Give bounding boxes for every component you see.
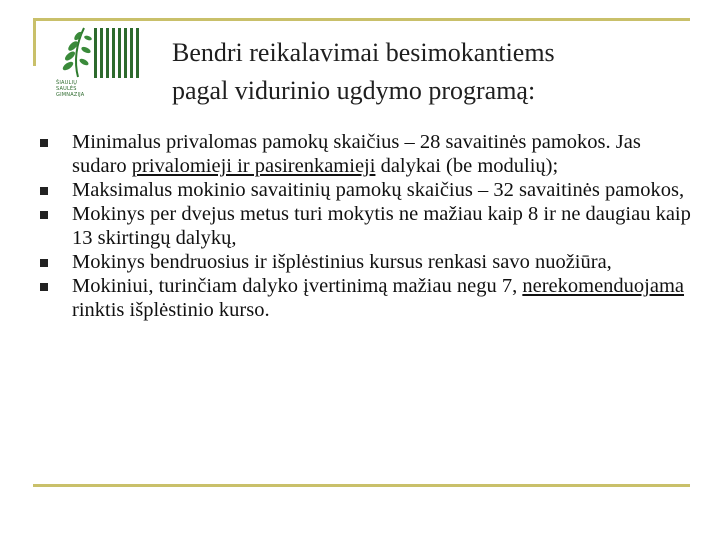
bullet-item: Mokinys bendruosius ir išplėstinius kursus renkasi savo nuožiūra,: [36, 250, 696, 274]
school-logo: [56, 22, 156, 108]
frame-top-line: [33, 18, 690, 21]
slide-title: [172, 34, 692, 110]
bullet-square-icon: [40, 211, 48, 219]
logo-caption: ŠIAULIŲ SAULĖS GIMNAZIJA: [56, 80, 85, 98]
underlined-text: privalomieji ir pasirenkamieji: [131, 155, 376, 177]
title-line-2: pagal vidurinio ugdymo programą:: [172, 76, 536, 105]
bullet-square-icon: [40, 187, 48, 195]
bullet-square-icon: [40, 139, 48, 147]
bullet-square-icon: [40, 259, 48, 267]
title-line-1: Bendri reikalavimai besimokantiems: [172, 38, 555, 67]
underlined-text: nerekomenduojama: [522, 275, 685, 297]
frame-vertical-line: [33, 18, 36, 66]
bullet-item: Maksimalus mokinio savaitinių pamokų skaičius – 32 savaitinės pamokos,: [36, 178, 696, 202]
bullet-item: Mokiniui, turinčiam dalyko įvertinimą mažiau negu 7, nerekomenduojama rinktis išplėstinio kurso.: [36, 274, 696, 322]
frame-bottom-line: [33, 484, 690, 487]
bullet-square-icon: [40, 283, 48, 291]
bullet-item: Mokinys per dvejus metus turi mokytis ne mažiau kaip 8 ir ne daugiau kaip 13 skirtingų dalykų,: [36, 202, 696, 250]
bullet-list: [36, 130, 696, 322]
leaf-emblem-icon: [56, 22, 156, 82]
bullet-item: Minimalus privalomas pamokų skaičius – 28 savaitinės pamokos. Jas sudaro privalomieji ir pasirenkamieji dalykai (be modulių);: [36, 130, 696, 178]
